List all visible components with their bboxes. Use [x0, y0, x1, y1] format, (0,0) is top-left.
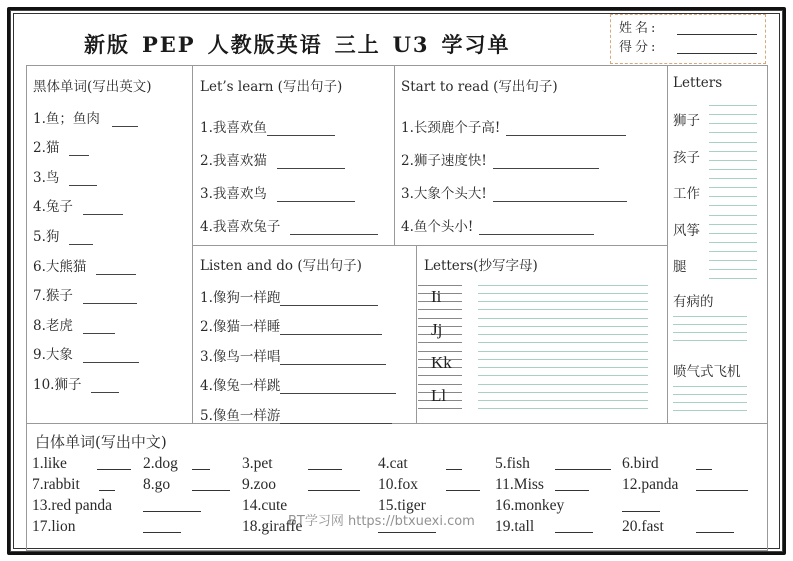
bold-word-item: 3.鸟: [33, 156, 188, 186]
listen-and-do-item: 5.像鱼一样游: [200, 394, 414, 424]
white-word-item: 10.fox: [378, 476, 419, 493]
name-score-box: [610, 14, 766, 64]
white-word-item: 5.fish: [495, 455, 530, 472]
answer-blank[interactable]: [192, 490, 230, 491]
copy-letter-row: [410, 379, 664, 412]
answer-blank[interactable]: [696, 532, 734, 533]
writing-lines[interactable]: [709, 215, 757, 243]
grid-col3-divider: [667, 65, 668, 423]
answer-blank[interactable]: [69, 233, 93, 245]
answer-blank[interactable]: [555, 490, 589, 491]
writing-lines[interactable]: [709, 105, 757, 133]
title-part: PEP: [142, 32, 196, 57]
copy-writing-lines[interactable]: [478, 349, 648, 377]
listen-and-do-section: [200, 254, 414, 424]
answer-blank[interactable]: [280, 294, 378, 306]
lets-learn-item: 4.我喜欢兔子: [200, 202, 392, 235]
bold-words-section: [33, 75, 188, 393]
answer-blank[interactable]: [378, 532, 436, 533]
white-word-item: 15.tiger: [378, 497, 426, 514]
answer-blank[interactable]: [99, 490, 115, 491]
letters-vocab-item: 狮子: [673, 101, 765, 138]
listen-and-do-item: 4.像兔一样跳: [200, 365, 414, 395]
letters-vocab-section: [673, 75, 765, 412]
lets-learn-heading: Let’s learn (写出句子): [200, 79, 343, 95]
bold-word-item: 10.狮子: [33, 363, 188, 393]
lets-learn-section: [200, 75, 392, 235]
letters-vocab-item: 工作: [673, 174, 765, 211]
letters-vocab-long-item: 喷气式飞机: [673, 360, 765, 412]
start-to-read-heading: Start to read (写出句子): [401, 79, 558, 95]
lets-learn-item: 1.我喜欢鱼: [200, 103, 392, 136]
answer-blank[interactable]: [622, 511, 660, 512]
name-label: 姓名:: [619, 21, 659, 36]
answer-blank[interactable]: [97, 469, 131, 470]
white-word-item: 17.lion: [32, 518, 76, 535]
start-to-read-section: [401, 75, 663, 235]
title-part: U3: [392, 32, 430, 57]
answer-blank[interactable]: [277, 157, 345, 169]
white-word-item: 9.zoo: [242, 476, 277, 493]
grid-col1-divider: [192, 65, 193, 423]
copy-writing-lines[interactable]: [478, 316, 648, 344]
letters-vocab-item: 孩子: [673, 138, 765, 175]
copy-letters-heading: Letters(抄写字母): [424, 258, 538, 274]
answer-blank[interactable]: [69, 174, 97, 186]
start-to-read-item: 2.狮子速度快!: [401, 136, 663, 169]
grid-middle-horizontal: [192, 245, 667, 246]
start-to-read-item: 3.大象个头大!: [401, 169, 663, 202]
answer-blank[interactable]: [112, 115, 138, 127]
answer-blank[interactable]: [69, 144, 89, 156]
answer-blank[interactable]: [308, 490, 360, 491]
answer-blank[interactable]: [192, 469, 210, 470]
answer-blank[interactable]: [277, 190, 355, 202]
copy-writing-lines[interactable]: [478, 382, 648, 410]
letters-vocab-long-item: 有病的: [673, 290, 765, 342]
answer-blank[interactable]: [446, 490, 480, 491]
copy-letter-row: [410, 346, 664, 379]
letter-model: Jj: [418, 316, 462, 344]
title-part: 新版: [84, 32, 130, 57]
listen-and-do-item: 3.像鸟一样唱: [200, 335, 414, 365]
lets-learn-item: 2.我喜欢猫: [200, 136, 392, 169]
title-part: 学习单: [441, 32, 511, 57]
writing-lines[interactable]: [673, 386, 747, 412]
grid-top-line: [26, 65, 767, 66]
white-word-item: 7.rabbit: [32, 476, 80, 493]
answer-blank[interactable]: [83, 351, 139, 363]
answer-blank[interactable]: [493, 157, 599, 169]
score-input-line[interactable]: [677, 41, 757, 54]
white-word-item: 12.panda: [622, 476, 679, 493]
bold-word-item: 8.老虎: [33, 304, 188, 334]
writing-lines[interactable]: [709, 142, 757, 170]
grid-col2-divider: [394, 65, 395, 245]
name-input-line[interactable]: [677, 22, 757, 35]
lets-learn-item: 3.我喜欢鸟: [200, 169, 392, 202]
answer-blank[interactable]: [91, 381, 119, 393]
bold-word-item: 7.猴子: [33, 275, 188, 305]
listen-and-do-item: 2.像猫一样睡: [200, 306, 414, 336]
answer-blank[interactable]: [479, 223, 594, 235]
answer-blank[interactable]: [83, 203, 123, 215]
answer-blank[interactable]: [280, 382, 396, 394]
copy-letter-row: [410, 280, 664, 313]
title-part: 三上: [334, 32, 381, 57]
white-word-item: 18.giraffe: [242, 518, 303, 535]
answer-blank[interactable]: [555, 469, 611, 470]
writing-lines[interactable]: [709, 251, 757, 279]
white-word-item: 3.pet: [242, 455, 273, 472]
letters-vocab-item: 腿: [673, 247, 765, 284]
answer-blank[interactable]: [83, 322, 115, 334]
watermark: BT学习网 https://btxuexi.com: [288, 514, 475, 529]
answer-blank[interactable]: [506, 124, 626, 136]
answer-blank[interactable]: [280, 323, 382, 335]
letter-model: Ii: [418, 283, 462, 311]
white-word-item: 8.go: [143, 476, 171, 493]
letter-model: Kk: [418, 349, 462, 377]
listen-and-do-item: 1.像狗一样跑: [200, 276, 414, 306]
copy-letter-row: [410, 313, 664, 346]
score-label: 得分:: [619, 40, 659, 55]
grid-right-line: [767, 65, 768, 550]
copy-letters-section: [424, 254, 664, 412]
answer-blank[interactable]: [280, 412, 392, 424]
letter-model: Ll: [418, 382, 462, 410]
name-row: [619, 19, 757, 38]
bold-word-item: 1.鱼；鱼肉: [33, 97, 188, 127]
grid-left-line: [26, 65, 27, 550]
answer-blank[interactable]: [83, 292, 137, 304]
white-word-item: 11.Miss: [495, 476, 544, 493]
letters-vocab-heading: Letters: [673, 75, 723, 91]
listen-and-do-heading: Listen and do (写出句子): [200, 258, 362, 274]
white-words-heading: 白体单词(写出中文): [35, 433, 167, 451]
bold-word-item: 2.猫: [33, 127, 188, 157]
white-word-item: 13.red panda: [32, 497, 113, 514]
title-part: 人教版英语: [207, 32, 323, 57]
white-word-item: 1.like: [32, 455, 67, 472]
answer-blank[interactable]: [446, 469, 462, 470]
answer-blank[interactable]: [555, 532, 593, 533]
answer-blank[interactable]: [696, 490, 748, 491]
start-to-read-item: 4.鱼个头小!: [401, 202, 663, 235]
answer-blank[interactable]: [267, 124, 335, 136]
answer-blank[interactable]: [143, 532, 181, 533]
worksheet-title: [84, 29, 523, 59]
white-word-item: 16.monkey: [495, 497, 565, 514]
answer-blank[interactable]: [290, 223, 378, 235]
white-word-item: 6.bird: [622, 455, 659, 472]
score-row: [619, 38, 757, 57]
copy-writing-lines[interactable]: [478, 283, 648, 311]
answer-blank[interactable]: [143, 511, 201, 512]
answer-blank[interactable]: [96, 263, 136, 275]
bold-word-item: 4.兔子: [33, 186, 188, 216]
answer-blank[interactable]: [308, 469, 342, 470]
bold-word-item: 9.大象: [33, 334, 188, 364]
answer-blank[interactable]: [280, 353, 386, 365]
grid-bottom-line: [26, 550, 768, 551]
white-word-item: 2.dog: [143, 455, 178, 472]
bold-word-item: 5.狗: [33, 215, 188, 245]
white-word-item: 19.tall: [495, 518, 535, 535]
white-word-item: 14.cute: [242, 497, 288, 514]
white-word-item: 4.cat: [378, 455, 408, 472]
white-word-item: 20.fast: [622, 518, 664, 535]
bold-words-heading: 黑体单词(写出英文): [33, 79, 152, 95]
letters-vocab-item: 风筝: [673, 211, 765, 248]
bold-word-item: 6.大熊猫: [33, 245, 188, 275]
start-to-read-item: 1.长颈鹿个子高!: [401, 103, 663, 136]
writing-lines[interactable]: [673, 316, 747, 342]
answer-blank[interactable]: [493, 190, 627, 202]
answer-blank[interactable]: [696, 469, 712, 470]
writing-lines[interactable]: [709, 178, 757, 206]
